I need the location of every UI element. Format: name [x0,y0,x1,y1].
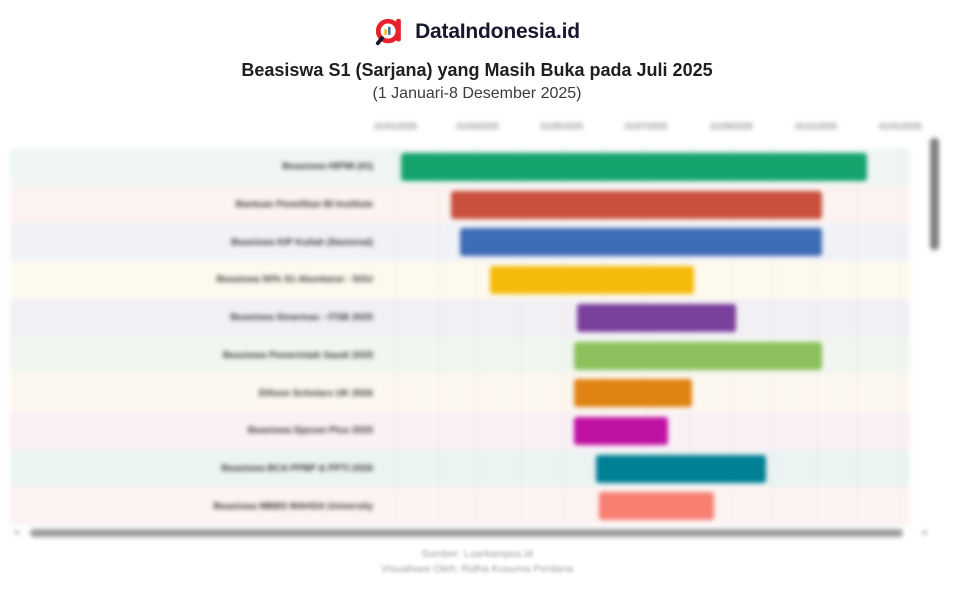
chart-row [10,261,910,299]
gantt-bar[interactable] [577,304,736,332]
credit-note: Visualisasi Oleh: Ridha Kusuma Perdana [381,563,573,575]
gantt-bar[interactable] [574,379,691,407]
gantt-bar[interactable] [401,153,867,181]
gantt-bar[interactable] [596,455,766,483]
row-label: Bantuan Penelitian BI Institute [235,199,373,211]
axis-tick-label: 01/09/2025 [710,121,754,131]
axis-tick-label: 01/07/2025 [624,121,668,131]
gantt-bar[interactable] [490,266,695,294]
scroll-left-arrow-icon[interactable]: ◂ [14,527,19,537]
page-header [0,0,954,103]
row-label: Beasiswa HIPMI (KI) [282,161,373,173]
axis-tick-label: 01/05/2025 [540,121,584,131]
vertical-scrollbar[interactable] [930,138,939,250]
chart-footer [0,547,954,577]
brand-name: DataIndonesia.id [415,20,580,43]
plot-zone [378,412,910,450]
gantt-bar[interactable] [574,342,821,370]
plot-zone [378,261,910,299]
row-label: Beasiswa Djarum Plus 2025 [247,425,373,437]
chart-row [10,223,910,261]
source-note: Sumber: Luarkampus.id [421,548,533,560]
plot-zone [378,337,910,375]
gantt-bar[interactable] [460,228,822,256]
plot-zone [378,374,910,412]
plot-zone [378,148,910,186]
row-label: Beasiswa MBBS MAHSA University [213,500,373,512]
row-label: Beasiswa KIP Kuliah (Nasional) [231,236,373,248]
plot-zone [378,186,910,224]
gantt-bar[interactable] [574,417,668,445]
axis-tick-label: 01/03/2025 [456,121,499,131]
chart-row [10,299,910,337]
chart-row [10,487,910,525]
horizontal-scrollbar[interactable] [30,529,903,537]
row-label: Beasiswa 50% S1 Akuntansi - SGU [216,274,373,286]
axis-tick-label: 01/01/2025 [374,121,418,131]
axis-tick-label: 01/11/2025 [795,121,837,131]
chart-row [10,186,910,224]
plot-zone [378,299,910,337]
gantt-chart [0,112,954,546]
plot-zone [378,450,910,488]
chart-title: Beasiswa S1 (Sarjana) yang Masih Buka pada Juli 2025 [241,60,713,80]
brand [0,16,954,48]
chart-subtitle: (1 Januari-8 Desember 2025) [372,85,582,102]
row-label: Beasiswa Pemerintah Saudi 2025 [223,349,373,361]
row-label: Beasiswa Sinarmas - ITSB 2025 [230,312,373,324]
chart-row [10,450,910,488]
scroll-right-arrow-icon[interactable]: ▸ [923,527,928,537]
plot-zone [378,487,910,525]
dataindonesia-logo-icon [374,16,406,48]
chart-row [10,337,910,375]
chart-rows [10,148,910,525]
row-label: Beasiswa BCA PPBP & PPTI 2026 [221,462,373,474]
gantt-bar[interactable] [599,492,714,520]
chart-row [10,412,910,450]
x-axis [374,121,922,135]
gantt-bar[interactable] [451,191,821,219]
plot-zone [378,223,910,261]
chart-row [10,374,910,412]
chart-row [10,148,910,186]
row-label: Ellison Scholars UK 2026 [258,387,373,399]
axis-tick-label: 01/01/2026 [879,121,922,131]
